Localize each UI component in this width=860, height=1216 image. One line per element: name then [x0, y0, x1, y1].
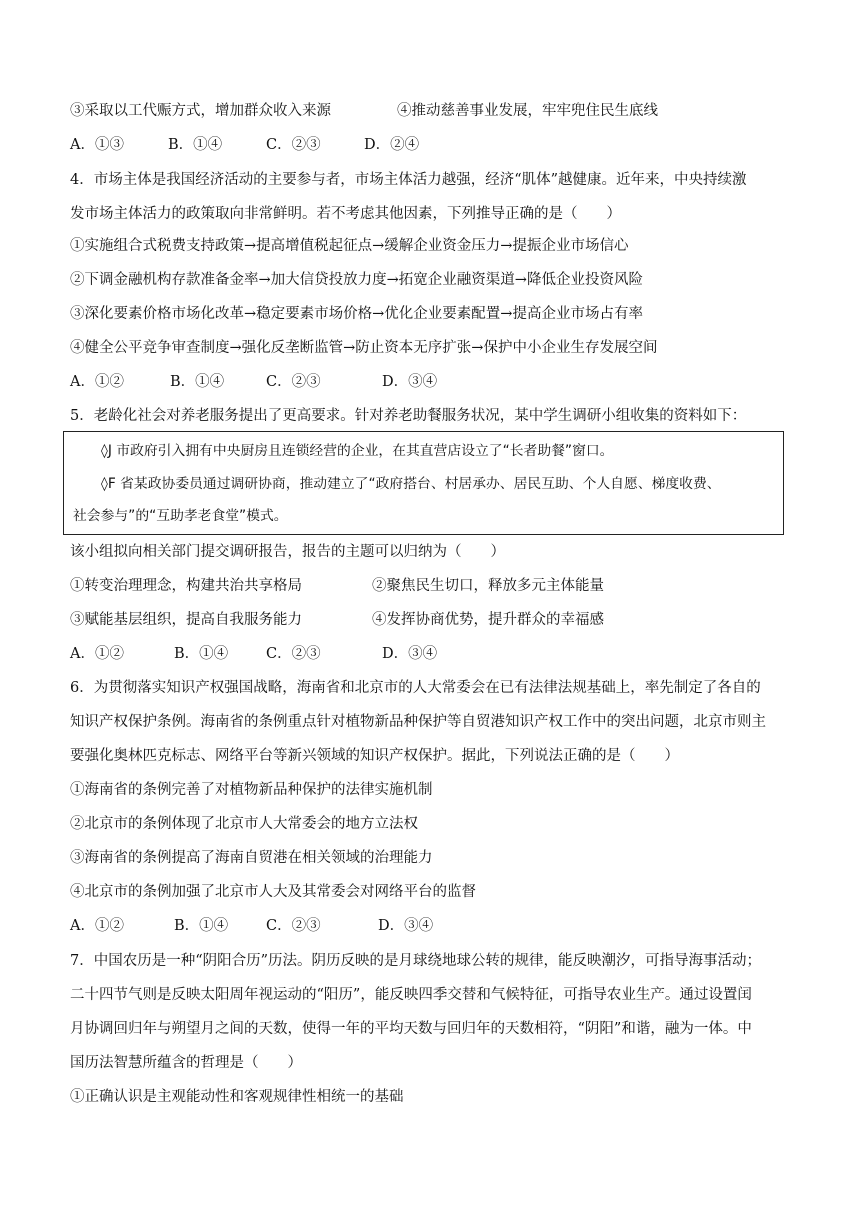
q6-option-3: ③海南省的条例提高了海南自贸港在相关领域的治理能力 — [70, 850, 433, 866]
q7-stem-line-4: 国历法智慧所蕴含的哲理是（ ） — [70, 1055, 302, 1071]
q4-choice-c: C．②③ — [266, 374, 321, 390]
q6-choice-a: A．①② — [70, 918, 124, 934]
q7-stem-line-3: 月协调回归年与朔望月之间的天数，使得一年的平均天数与回归年的天数相符，“阴阳”和谐，融为一体。中 — [70, 1021, 752, 1037]
q6-choice-d: D．③④ — [378, 918, 434, 934]
q6-stem-line-3: 要强化奥林匹克标志、网络平台等新兴领域的知识产权保护。据此，下列说法正确的是（ ） — [70, 748, 679, 764]
q5-choice-d: D．③④ — [382, 646, 438, 662]
q6-choice-b: B．①④ — [174, 918, 229, 934]
q6-option-2: ②北京市的条例体现了北京市人大常委会的地方立法权 — [70, 816, 418, 832]
q5-stem: 5．老龄化社会对养老服务提出了更高要求。针对养老助餐服务状况，某中学生调研小组收集的资料如下： — [70, 408, 747, 424]
q5-material-line-3: 社会参与”的“互助孝老食堂”模式。 — [73, 508, 288, 524]
q5-material-line-2: ◊F 省某政协委员通过调研协商，推动建立了“政府搭台、村居承办、居民互助、个人自愿、梯度收费、 — [101, 476, 721, 492]
q6-choice-c: C．②③ — [266, 918, 321, 934]
q5-material-box — [63, 431, 784, 535]
q3-choice-c: C．②③ — [266, 137, 321, 153]
q4-choice-d: D．③④ — [382, 374, 438, 390]
q5-option-4: ④发挥协商优势，提升群众的幸福感 — [372, 612, 604, 628]
q5-question: 该小组拟向相关部门提交调研报告，报告的主题可以归纳为（ ） — [70, 544, 505, 560]
q3-choice-a: A．①③ — [70, 137, 124, 153]
q5-choices — [70, 644, 437, 664]
q3-option-3: ③采取以工代赈方式，增加群众收入来源 — [70, 103, 331, 119]
q6-option-4: ④北京市的条例加强了北京市人大及其常委会对网络平台的监督 — [70, 884, 476, 900]
q5-choice-b: B．①④ — [174, 646, 229, 662]
q7-stem-line-1: 7．中国农历是一种“阴阳合历”历法。阴历反映的是月球绕地球公转的规律，能反映潮汐，可指导海事活动； — [70, 953, 762, 969]
q4-choice-a: A．①② — [70, 374, 124, 390]
q7-option-1: ①正确认识是主观能动性和客观规律性相统一的基础 — [70, 1089, 404, 1105]
q4-option-3: ③深化要素价格市场化改革→稳定要素市场价格→优化企业要素配置→提高企业市场占有率 — [70, 306, 643, 322]
q3-choice-d: D．②④ — [364, 137, 420, 153]
q6-stem-line-2: 知识产权保护条例。海南省的条例重点针对植物新品种保护等自贸港知识产权工作中的突出问题，北京市则主 — [70, 714, 766, 730]
q6-choices — [70, 916, 433, 936]
q6-stem-line-1: 6．为贯彻落实知识产权强国战略，海南省和北京市的人大常委会在已有法律法规基础上，率先制定了各自的 — [70, 680, 761, 696]
q5-option-2: ②聚焦民生切口，释放多元主体能量 — [372, 578, 604, 594]
q5-option-1: ①转变治理理念，构建共治共享格局 — [70, 578, 302, 594]
q3-option-4: ④推动慈善事业发展，牢牢兜住民生底线 — [397, 103, 658, 119]
q5-material-line-1: ◊J 市政府引入拥有中央厨房且连锁经营的企业，在其直营店设立了“长者助餐”窗口。 — [101, 443, 614, 459]
q5-choice-c: C．②③ — [266, 646, 321, 662]
q4-choice-b: B．①④ — [170, 374, 225, 390]
q4-option-1: ①实施组合式税费支持政策→提高增值税起征点→缓解企业资金压力→提振企业市场信心 — [70, 238, 629, 254]
q7-stem-line-2: 二十四节气则是反映太阳周年视运动的“阳历”，能反映四季交替和气候特征，可指导农业生产。通过设置闰 — [70, 987, 752, 1003]
q4-stem-line-1: 4．市场主体是我国经济活动的主要参与者，市场主体活力越强，经济“肌体”越健康。近年来，中央持续激 — [70, 172, 747, 188]
q4-option-2: ②下调金融机构存款准备金率→加大信贷投放力度→拓宽企业融资渠道→降低企业投资风险 — [70, 272, 643, 288]
q5-option-3: ③赋能基层组织，提高自我服务能力 — [70, 612, 302, 628]
q5-choice-a: A．①② — [70, 646, 124, 662]
q4-choices — [70, 372, 437, 392]
q3-choice-b: B．①④ — [168, 137, 223, 153]
q4-stem-line-2: 发市场主体活力的政策取向非常鲜明。若不考虑其他因素，下列推导正确的是（ ） — [70, 206, 621, 222]
q4-option-4: ④健全公平竞争审查制度→强化反垄断监管→防止资本无序扩张→保护中小企业生存发展空间 — [70, 340, 658, 356]
q3-choices — [70, 135, 419, 155]
q6-option-1: ①海南省的条例完善了对植物新品种保护的法律实施机制 — [70, 782, 433, 798]
